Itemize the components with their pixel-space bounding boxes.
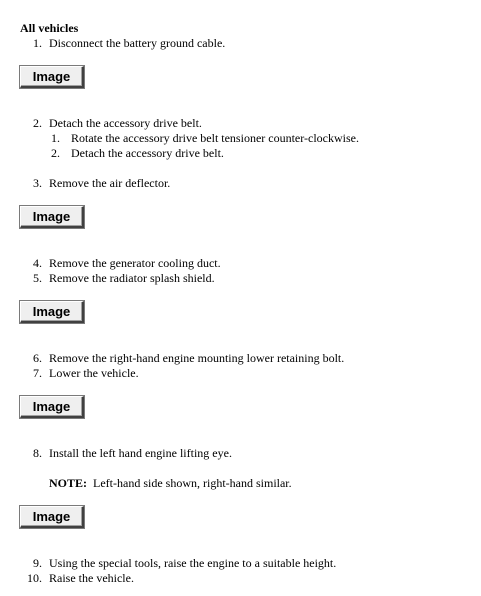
step-text: Lower the vehicle. (49, 366, 139, 380)
substep-number: 1. (51, 131, 60, 145)
step-text: Disconnect the battery ground cable. (49, 36, 226, 50)
step-text: Install the left hand engine lifting eye. (49, 446, 232, 460)
step-text: Remove the generator cooling duct. (49, 256, 221, 270)
step-number: 9. (33, 556, 42, 570)
step-number: 2. (33, 116, 42, 130)
image-button[interactable]: Image (20, 301, 84, 323)
step-text: Raise the vehicle. (49, 571, 134, 585)
step-number: 4. (33, 256, 42, 270)
step-number: 6. (33, 351, 42, 365)
step-text: Remove the air deflector. (49, 176, 171, 190)
step-number: 3. (33, 176, 42, 190)
step-number: 7. (33, 366, 42, 380)
substep-text: Rotate the accessory drive belt tensioner counter-clockwise. (71, 131, 359, 145)
step-number: 10. (27, 571, 42, 585)
step-number: 5. (33, 271, 42, 285)
image-button[interactable]: Image (20, 206, 84, 228)
substep-number: 2. (51, 146, 60, 160)
step-text: Using the special tools, raise the engine to a suitable height. (49, 556, 337, 570)
image-button[interactable]: Image (20, 506, 84, 528)
step-text: Remove the right-hand engine mounting lower retaining bolt. (49, 351, 345, 365)
step-number: 1. (33, 36, 42, 50)
image-button[interactable]: Image (20, 396, 84, 418)
note-label: NOTE: (49, 476, 88, 490)
step-text: Detach the accessory drive belt. (49, 116, 202, 130)
image-button[interactable]: Image (20, 66, 84, 88)
section-title: All vehicles (20, 21, 79, 35)
step-number: 8. (33, 446, 42, 460)
substep-text: Detach the accessory drive belt. (71, 146, 224, 160)
note (49, 476, 292, 491)
step-text: Remove the radiator splash shield. (49, 271, 215, 285)
note-text: Left-hand side shown, right-hand similar. (93, 476, 292, 490)
